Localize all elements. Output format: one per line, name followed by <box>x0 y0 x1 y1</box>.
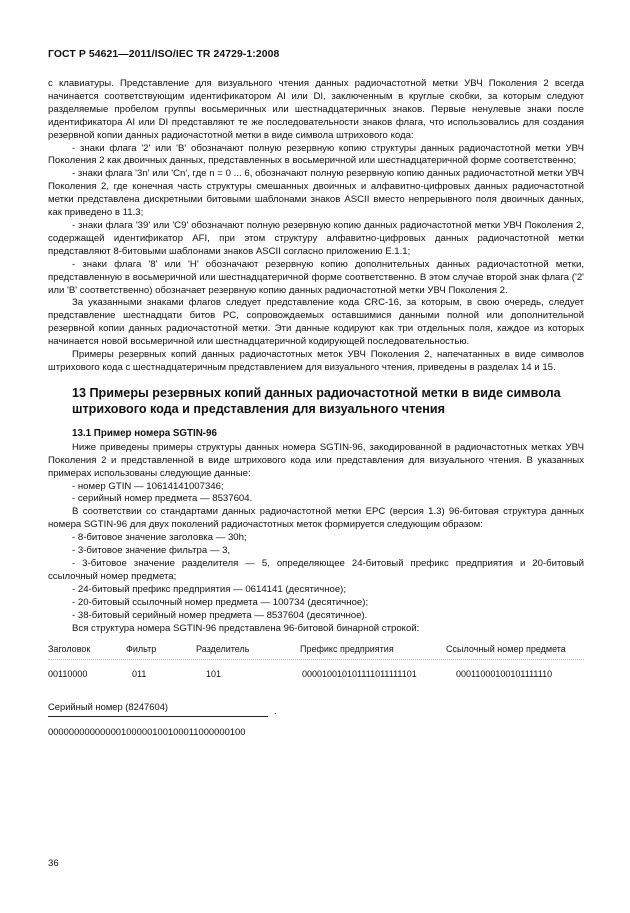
paragraph: Вся структура номера SGTIN-96 представлена 96-битовой бинарной строкой: <box>72 622 420 634</box>
paragraph: Ниже приведены примеры структуры данных номера SGTIN-96, закодированной в радиочастотных метках УВЧ Поколения 2 и представленной в виде штрихового кода или представления для визуального чтения. В указанных примерах использованы следующие данные: <box>48 441 584 479</box>
section-13-heading: 13 Примеры резервных копий данных радиочастотной метки в виде символа штрихового кода и представления для визуального чтения <box>72 385 561 416</box>
table-header-cell: Фильтр <box>126 644 157 655</box>
serial-number-label: Серийный номер (8247604) <box>48 701 268 717</box>
flag-bullet: - знаки флага '2' или 'B' обозначают полную резервную копию структуры данных радиочастотной метки УВЧ Поколения 2 как двоичных данных, представленных в восьмеричной или шестнадцатеричной форме соответственно; <box>48 142 584 167</box>
standard-header: ГОСТ Р 54621—2011/ISO/IEC TR 24729-1:2008 <box>48 49 280 60</box>
list-item: - 3-битовое значение фильтра — 3, <box>72 545 231 557</box>
list-item: - 38-битовый серийный номер предмета — 8537604 (десятичное). <box>72 609 368 621</box>
list-item: - номер GTIN — 10614141007346; <box>72 480 224 492</box>
table-header-cell: Префикс предприятия <box>300 644 394 655</box>
flag-bullet: - знаки флага '3n' или 'Cn', где n = 0 ... 6, обозначают полную резервную копию данных радиочастотной метки УВЧ Поколения 2, где конечная часть структуры смешанных двоичных и алфавитно-цифровых данных радиочастотной метки представлена дискретными битовыми шаблонами знаков ASCII вместо непрерывного поля двоичных данных, как приведено в 11.3; <box>48 168 584 219</box>
table-header-cell: Разделитель <box>196 644 250 655</box>
serial-dot: . <box>274 705 277 717</box>
table-cell: 00011000100101111110 <box>456 669 553 680</box>
flag-bullet: - знаки флага '39' или 'C9' обозначают полную резервную копию данных радиочастотной метки УВЧ Поколения 2, содержащей идентификатор AFI, при этом структуру алфавитно-цифровых данных радиочастотной метки представляют 8-битовыми шаблонами знаков ASCII согласно приложению Е.1.1; <box>48 219 584 257</box>
serial-number-block <box>48 701 584 745</box>
serial-number-bits: 00000000000000100000100100011000000100 <box>48 726 246 738</box>
table-cell: 00110000 <box>48 669 88 680</box>
list-item: - 24-битовый префикс предприятия — 0614141 (десятичное); <box>72 583 347 595</box>
paragraph: с клавиатуры. Представление для визуального чтения данных радиочастотной метки УВЧ Поколения 2 всегда начинается соответствующим идентификатором AI или DI, заключенным в круглые скобки, за которым следуют разделяемые пробелом группы восьмеричных или шестнадцатеричных знаков. Первые ненулевые знаки после идентификатора AI или DI представляют те же последовательности знаков флага, что использовались для создания резервной копии данных радиочастотной метки в виде символа штрихового кода: <box>48 78 584 141</box>
table-divider <box>48 659 584 660</box>
list-item: - 3-битовое значение разделителя — 5, определяющее 24-битовый префикс предприятия и 20-битовый ссылочный номер предмета; <box>48 558 584 582</box>
table-header-cell: Заголовок <box>48 644 91 655</box>
table-cell: 000010010101111011111101 <box>302 669 417 680</box>
sgtin-bit-table <box>48 641 584 693</box>
paragraph: В соответствии со стандартами данных радиочастотной метки EPC (версия 1.3) 96-битовая структура данных номера SGTIN-96 для двух поколений радиочастотных меток формируется следующим образом: <box>48 506 584 531</box>
table-header-cell: Ссылочный номер предмета <box>446 644 566 655</box>
section-13-1-heading: 13.1 Пример номера SGTIN-96 <box>72 427 217 439</box>
list-item: - серийный номер предмета — 8537604. <box>72 493 253 505</box>
table-cell: 101 <box>206 669 222 680</box>
flag-bullet: - знаки флага '8' или 'H' обозначают резервную копию дополнительных данных радиочастотной метки, представленную в восьмеричной или шестнадцатеричной форме соответственно. В этом случае второй знак флага ('2' или 'B' соответственно) обозначает резервную копию данных радиочастотной метки УВЧ Поколения 2. <box>48 258 584 296</box>
page-number: 36 <box>48 858 59 869</box>
page-body <box>48 78 584 745</box>
list-item: - 20-битовый ссылочный номер предмета — 100734 (десятичное); <box>72 596 369 608</box>
table-cell: 011 <box>132 669 147 680</box>
paragraph: За указанными знаками флагов следует представление кода CRC-16, за которым, в свою очередь, следует представление шестнадцати битов PC, сопровождаемых оставшимися данными полной или дополнительной резервной копии данных радиочастотной метки. Эти данные кодируют как три отдельных поля, каждое из которых начинается новой восьмеричной или шестнадцатеричной кодирующей последовательностью. <box>48 297 584 348</box>
paragraph: Примеры резервных копий данных радиочастотных меток УВЧ Поколения 2, напечатанных в виде символов штрихового кода с шестнадцатеричным представлением для визуального чтения, приведены в разделах 14 и 15. <box>48 349 584 373</box>
list-item: - 8-битовое значение заголовка — 30h; <box>72 532 247 544</box>
